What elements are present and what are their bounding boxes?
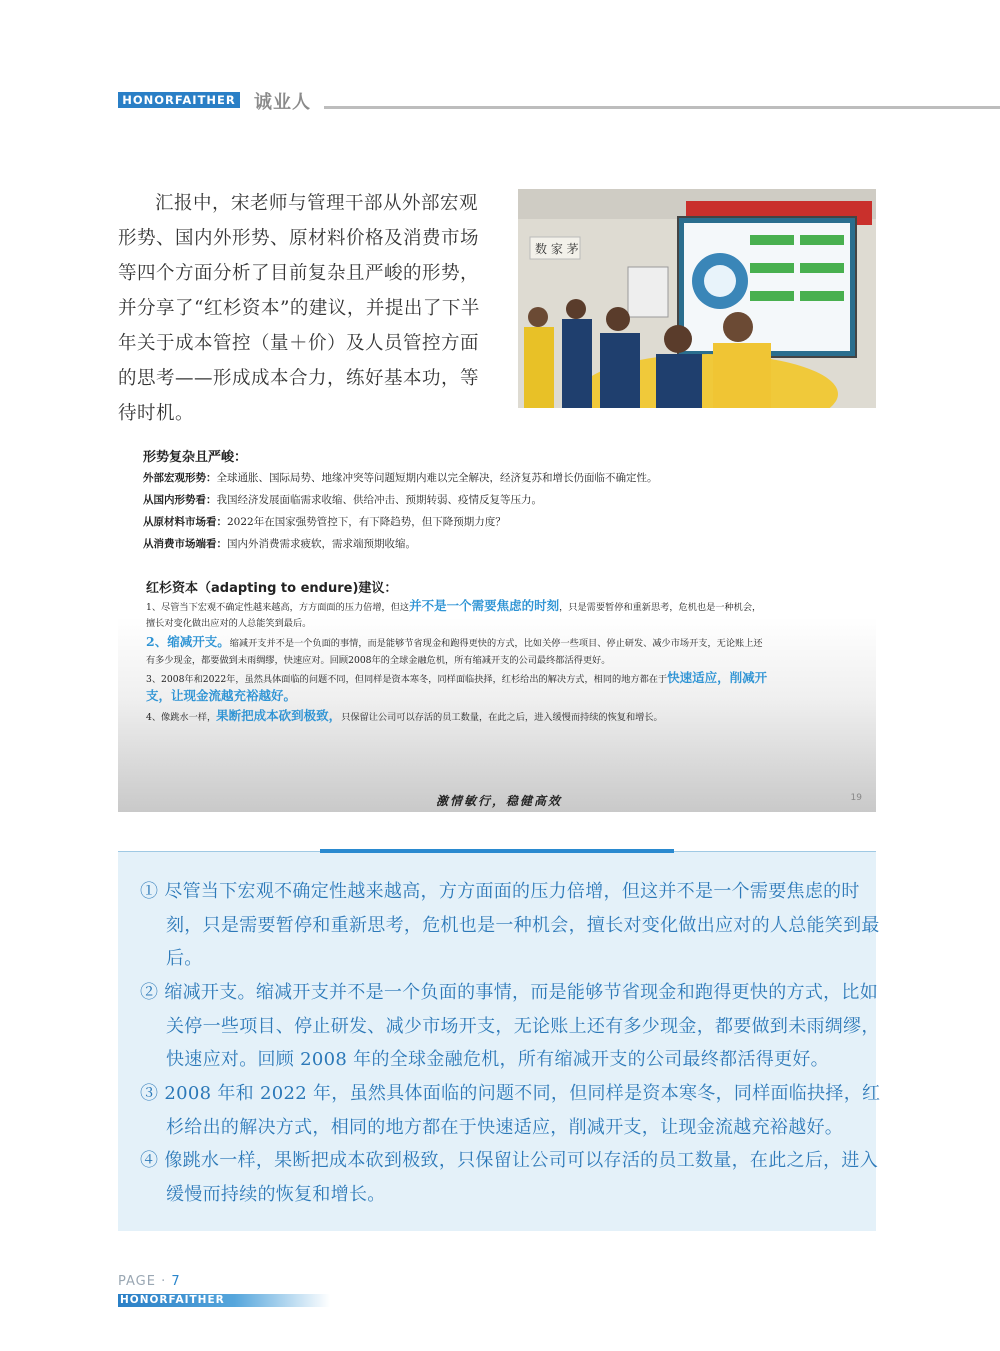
slide-page-number: 19 bbox=[850, 793, 862, 803]
header-title: 诚业人 bbox=[254, 92, 311, 113]
slide-point-1: 1、尽管当下宏观不确定性越来越高，方方面面的压力倍增，但这并不是一个需要焦虑的时刻，只是需要暂停和重新思考，危机也是一种机会， bbox=[146, 598, 762, 613]
slide-section-title: 形势复杂且严峻： bbox=[143, 450, 248, 465]
footer-page: PAGE · 7 bbox=[118, 1274, 181, 1289]
meeting-photo bbox=[518, 189, 876, 408]
slide-point-4: 4、像跳水一样，果断把成本砍到极致，只保留让公司可以存活的员工数量，在此之后，进入缓慢而持续的恢复和增长。 bbox=[146, 708, 663, 723]
summary-item-4: ④ 像跳水一样，果断把成本砍到极致，只保留让公司可以存活的员工数量，在此之后，进入缓慢而持续的恢复和增长。 bbox=[140, 1150, 879, 1205]
slide-row: 外部宏观形势：全球通胀、国际局势、地缘冲突等问题短期内难以完全解决，经济复苏和增长仍面临不确定性。 bbox=[143, 472, 658, 484]
footer-brand-bar: HONORFAITHER bbox=[118, 1294, 330, 1307]
slide-point-1-cont: 擅长对变化做出应对的人总能笑到最后。 bbox=[146, 618, 312, 629]
slide-row: 从消费市场端看：国内外消费需求疲软，需求端预期收缩。 bbox=[143, 538, 416, 550]
slide-point-2: 2、缩减开支。缩减开支并不是一个负面的事情，而是能够节省现金和跑得更快的方式，比如关停一些项目、停止研发、减少市场开支，无论账上还 bbox=[146, 634, 763, 649]
slide-point-2-cont: 有多少现金，都要做到未雨绸缪，快速应对。回顾2008年的全球金融危机，所有缩减开支的公司最终都活得更好。 bbox=[146, 655, 611, 666]
slide-row: 从国内形势看：我国经济发展面临需求收缩、供给冲击、预期转弱、疫情反复等压力。 bbox=[143, 494, 542, 506]
intro-paragraph: 汇报中，宋老师与管理干部从外部宏观形势、国内外形势、原材料价格及消费市场等四个方面分析了目前复杂且严峻的形势，并分享了“红杉资本”的建议，并提出了下半年关于成本管控（量＋价）及人员管控方面的思考——形成成本合力，练好基本功，等待时机。 bbox=[118, 193, 480, 424]
header-brand-badge: HONORFAITHER bbox=[118, 92, 240, 108]
summary-item-3: ③ 2008 年和 2022 年，虽然具体面临的问题不同，但同样是资本寒冬，同样面临抉择，红杉给出的解决方式，相同的地方都在于快速适应，削减开支，让现金流越充裕越好。 bbox=[140, 1083, 881, 1138]
summary-box-accent bbox=[320, 849, 674, 853]
slide-section-title-2: 红杉资本（adapting to endure)建议： bbox=[146, 581, 398, 596]
summary-item-2: ② 缩减开支。缩减开支并不是一个负面的事情，而是能够节省现金和跑得更快的方式，比如关停一些项目、停止研发、减少市场开支，无论账上还有多少现金，都要做到未雨绸缪，快速应对。回顾 2008 年的全球金融危机，所有缩减开支的公司最终都活得更好。 bbox=[140, 982, 880, 1070]
header-rule bbox=[324, 106, 1000, 109]
summary-item-1: ① 尽管当下宏观不确定性越来越高，方方面面的压力倍增，但这并不是一个需要焦虑的时刻，只是需要暂停和重新思考，危机也是一种机会，擅长对变化做出应对的人总能笑到最后。 bbox=[140, 881, 880, 969]
footer-page-number: 7 bbox=[171, 1274, 181, 1289]
slide-point-3: 3、2008年和2022年，虽然具体面临的问题不同，但同样是资本寒冬，同样面临抉择，红杉给出的解决方式，相同的地方都在于快速适应，削减开 bbox=[146, 670, 768, 685]
slide-motto: 激情敏行，稳健高效 bbox=[436, 794, 563, 808]
slide-image bbox=[118, 438, 876, 812]
slide-row: 从原材料市场看：2022年在国家强势管控下，有下降趋势，但下降预期力度？ bbox=[143, 516, 506, 528]
slide-point-3-cont: 支，让现金流越充裕越好。 bbox=[146, 688, 297, 703]
summary-box bbox=[118, 851, 881, 1231]
svg-text:数 家 茅: 数 家 茅 bbox=[535, 242, 579, 256]
